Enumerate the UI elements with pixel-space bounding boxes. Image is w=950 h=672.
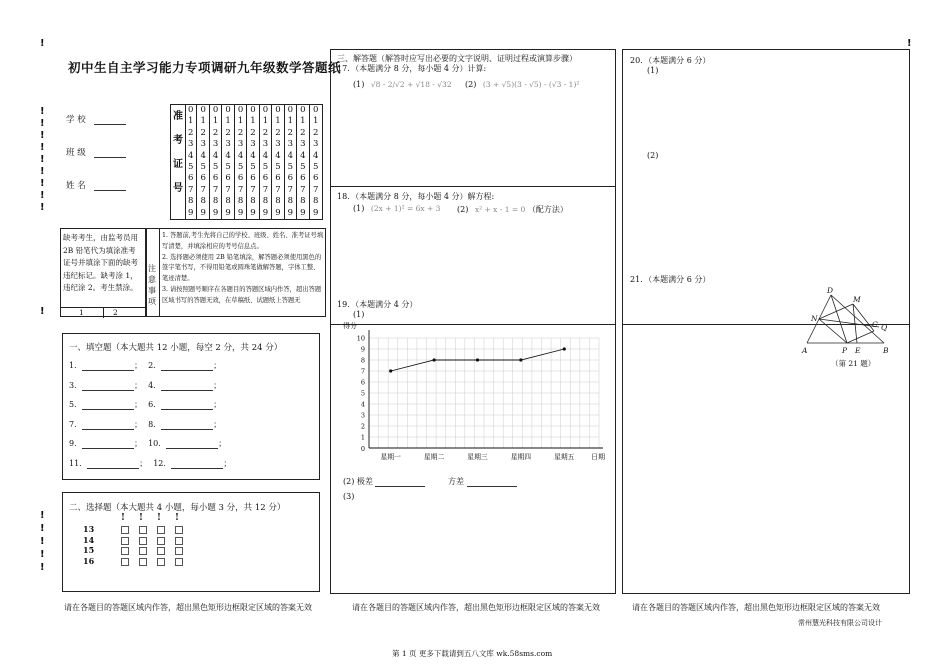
exam-id-digit[interactable]: 7 <box>262 184 269 195</box>
origin-label: 0 <box>360 445 365 453</box>
exam-id-digit[interactable]: 9 <box>250 207 256 218</box>
divider-17-18 <box>331 186 615 187</box>
notice-label: 注意事项 <box>147 229 160 316</box>
blank-number: 10． <box>148 439 167 448</box>
q19-part3: (3) <box>343 492 355 501</box>
exam-id-label: 准 考 证 号 <box>171 105 186 219</box>
exam-id-digit[interactable]: 8 <box>212 196 219 207</box>
position-mark: ! <box>40 166 45 177</box>
blank-number: 7． <box>69 419 83 429</box>
exam-id-digit[interactable]: 4 <box>212 150 219 161</box>
exam-id-column[interactable] <box>197 105 209 219</box>
position-mark: ! <box>40 562 45 573</box>
blank-answer[interactable] <box>82 420 134 430</box>
exam-id-digit[interactable]: 8 <box>275 196 281 207</box>
exam-id-digit[interactable]: 9 <box>200 207 206 218</box>
exam-id-digit[interactable]: 6 <box>225 173 231 184</box>
position-mark: ! <box>40 523 45 534</box>
q18-part1: (1) (2x + 1)² = 6x + 3 <box>353 204 441 213</box>
blank-sep: ； <box>134 439 143 448</box>
choice-bubble[interactable] <box>139 537 147 545</box>
exam-id-digit[interactable]: 4 <box>313 150 319 161</box>
choice-bubble[interactable] <box>139 526 147 534</box>
exam-id-digit[interactable]: 6 <box>188 173 194 184</box>
school-underline <box>94 115 126 125</box>
position-mark: ! <box>40 536 45 547</box>
x-tick-label: 星期四 <box>510 453 532 461</box>
exam-id-column[interactable] <box>310 105 322 219</box>
exam-id-digit[interactable]: 8 <box>287 196 294 207</box>
middle-column <box>330 49 616 594</box>
exam-id-digit[interactable]: 8 <box>250 196 256 207</box>
blank-sep: ； <box>213 380 222 390</box>
exam-id-digit[interactable]: 0 <box>237 105 244 115</box>
exam-id-digit[interactable]: 0 <box>200 105 206 115</box>
absent-marks[interactable] <box>61 307 145 318</box>
choice-title: 二、选择题（本大题共 4 小题，每小题 3 分，共 12 分） <box>69 503 286 513</box>
blank-answer[interactable] <box>87 459 139 469</box>
choice-bubble[interactable] <box>175 526 183 534</box>
line-nq <box>819 319 879 327</box>
q20-part2: (2) <box>647 151 659 160</box>
exam-id-digit[interactable]: 4 <box>225 150 231 161</box>
x-axis-label: 日期 <box>591 453 605 461</box>
choice-number: 15 <box>83 545 95 555</box>
y-tick-label: 6 <box>360 378 365 387</box>
exam-id-column[interactable] <box>260 105 272 219</box>
choice-row <box>83 535 233 545</box>
footer-warning: 请在各题目的答题区域内作答，超出黑色矩形边框限定区域的答案无效 <box>64 603 312 612</box>
geometry-figure <box>799 286 899 366</box>
name-underline <box>94 181 126 191</box>
exam-id-digit[interactable]: 9 <box>262 207 269 218</box>
point-n: N <box>811 314 818 323</box>
absent-divider <box>103 308 104 318</box>
x-tick-label: 星期五 <box>554 453 575 461</box>
blank-sep: ； <box>134 361 143 370</box>
exam-id-digit[interactable]: 5 <box>300 162 306 172</box>
exam-id-digit[interactable]: 5 <box>237 162 244 172</box>
exam-id-digit[interactable]: 1 <box>250 116 256 127</box>
exam-id-digit[interactable]: 5 <box>262 162 269 172</box>
exam-id-digit[interactable]: 7 <box>212 184 219 195</box>
blank-answer[interactable] <box>161 420 213 430</box>
exam-id-digit[interactable]: 1 <box>262 116 269 127</box>
exam-id-digit[interactable]: 7 <box>313 184 319 195</box>
right-column <box>622 49 910 594</box>
data-point <box>389 369 392 372</box>
position-mark: ! <box>40 178 45 189</box>
blank-sep: ； <box>134 419 143 429</box>
data-point <box>563 347 566 350</box>
data-point <box>432 358 435 361</box>
page-title: 初中生自主学习能力专项调研九年级数学答题纸 <box>68 60 342 75</box>
blank-answer[interactable] <box>82 400 134 410</box>
exam-id-digit[interactable]: 6 <box>287 173 294 184</box>
exam-id-digit[interactable]: 9 <box>287 207 294 218</box>
choice-row <box>83 556 233 566</box>
q17-part1: (1) √8 - 2/√2 + √18 - √32 <box>353 80 452 89</box>
exam-id-digit[interactable]: 5 <box>275 162 281 172</box>
exam-id-digit[interactable]: 4 <box>287 150 294 161</box>
exam-id-digit[interactable]: 0 <box>313 105 319 115</box>
q19-head: 19．（本题满分 4 分） <box>337 300 418 309</box>
line-chart <box>331 320 615 470</box>
blank-number: 9． <box>69 439 83 448</box>
point-q: Q <box>881 323 888 332</box>
page-number[interactable]: 第 1 页 更多下载请到五八文库 wk.58sms.com <box>392 649 553 658</box>
exam-id-columns[interactable] <box>185 105 322 219</box>
position-mark: ! <box>40 142 45 153</box>
exam-id-digit[interactable]: 2 <box>200 127 206 138</box>
choice-bubble[interactable] <box>139 547 147 555</box>
exam-id-digit[interactable]: 9 <box>237 207 244 218</box>
absent-mark-2[interactable]: 2 <box>113 308 118 317</box>
q17-part2: (2) (3 + √5)(3 - √5) - (√3 - 1)² <box>465 80 580 89</box>
exam-id-digit[interactable]: 1 <box>300 116 306 127</box>
choice-bubble[interactable] <box>175 537 183 545</box>
exam-id-digit[interactable]: 7 <box>275 184 281 195</box>
absent-mark-1[interactable]: 1 <box>79 308 84 317</box>
exam-id-digit[interactable]: 8 <box>313 196 319 207</box>
exam-id-digit[interactable]: 7 <box>300 184 306 195</box>
choice-bubble[interactable] <box>157 526 165 534</box>
choice-number: 14 <box>83 534 95 545</box>
exam-id-digit[interactable]: 1 <box>275 116 281 127</box>
notice-box <box>146 228 326 317</box>
x-tick-label: 星期二 <box>423 453 445 461</box>
blank-sep: ； <box>213 419 222 429</box>
exam-id-digit[interactable]: 9 <box>225 207 231 218</box>
y-tick-label: 4 <box>360 400 365 409</box>
exam-id-digit[interactable]: 0 <box>250 105 256 115</box>
line-nm <box>819 304 853 319</box>
y-tick-label: 1 <box>360 433 365 442</box>
blank-number: 2． <box>148 361 162 370</box>
q18-head: 18．（本题满分 8 分，每小题 4 分）解方程: <box>337 192 495 201</box>
x-tick-label: 星期一 <box>380 453 401 461</box>
exam-id-digit[interactable]: 8 <box>262 196 269 207</box>
exam-id-digit[interactable]: 2 <box>262 127 269 138</box>
x-tick-label: 星期三 <box>467 453 488 461</box>
exam-id-digit[interactable]: 5 <box>287 162 294 172</box>
exam-id-digit[interactable]: 4 <box>250 150 256 161</box>
exam-id-digit[interactable]: 2 <box>250 127 256 138</box>
exam-id-column[interactable] <box>222 105 234 219</box>
exam-id-digit[interactable]: 3 <box>250 139 256 150</box>
y-tick-label: 8 <box>360 356 365 365</box>
exam-id-digit[interactable]: 3 <box>225 139 231 150</box>
exam-id-digit[interactable]: 1 <box>212 116 219 127</box>
choice-bubble[interactable] <box>157 558 165 566</box>
exam-id-column[interactable] <box>210 105 222 219</box>
blank-sep: ； <box>213 400 222 409</box>
exam-id-digit[interactable]: 0 <box>212 105 219 115</box>
y-tick-label: 9 <box>360 345 365 354</box>
data-point <box>476 358 479 361</box>
choice-bubble[interactable] <box>157 537 165 545</box>
blank-sep: ； <box>134 380 143 390</box>
position-mark: ! <box>40 130 45 141</box>
position-mark: ! <box>40 154 45 165</box>
exam-id-digit[interactable]: 7 <box>200 184 206 195</box>
y-tick-label: 10 <box>356 334 365 343</box>
exam-id-digit[interactable]: 4 <box>188 150 194 161</box>
class-field[interactable] <box>66 146 126 158</box>
choice-section: 二、选择题（本大题共 4 小题，每小题 3 分，共 12 分） ! ! ! ! 13 14 15 16 <box>62 492 320 592</box>
position-mark: ! <box>907 38 912 49</box>
absent-text: 缺考考生，由监考员用 2B 铅笔代为填涂准考证号并填涂下面的缺考违纪标记。缺考涂 1，违纪涂 2。考生禁涂。 <box>63 233 138 292</box>
exam-id-digit[interactable]: 4 <box>262 150 269 161</box>
exam-id-digit[interactable]: 6 <box>313 173 319 184</box>
exam-id-digit[interactable]: 2 <box>225 127 231 138</box>
exam-id-digit[interactable]: 3 <box>262 139 269 150</box>
exam-id-digit[interactable]: 6 <box>212 173 219 184</box>
school-field[interactable] <box>66 113 126 125</box>
exam-id-digit[interactable]: 1 <box>287 116 294 127</box>
exam-id-column[interactable] <box>185 105 197 219</box>
name-label: 姓 名 <box>66 181 86 191</box>
exam-id-digit[interactable]: 5 <box>313 162 319 172</box>
blank-number: 6． <box>148 400 162 409</box>
blank-number: 11． <box>69 458 88 468</box>
notice-item: 2. 选择题必须使用 2B 铅笔填涂，解答题必须使用黑色的签字笔书写，不得用铅笔或圆珠笔做解答题，字体工整、笔迹清楚。 <box>162 253 322 283</box>
exam-id-digit[interactable]: 1 <box>313 116 319 127</box>
exam-id-digit[interactable]: 8 <box>237 196 244 207</box>
exam-id-digit[interactable]: 2 <box>212 127 219 138</box>
blank-answer[interactable] <box>161 381 213 391</box>
exam-id-column[interactable] <box>235 105 247 219</box>
exam-id-digit[interactable]: 7 <box>287 184 294 195</box>
choice-bubble[interactable] <box>121 526 129 534</box>
fill-blank-row <box>69 380 309 392</box>
blank-answer[interactable] <box>82 381 134 391</box>
exam-id-digit[interactable]: 0 <box>188 105 194 115</box>
y-tick-label: 5 <box>360 389 365 398</box>
range-underline <box>375 477 425 487</box>
exam-id-digit[interactable]: 7 <box>225 184 231 195</box>
position-mark: ! <box>40 510 45 521</box>
blank-answer[interactable] <box>161 361 213 371</box>
exam-id-digit[interactable]: 0 <box>262 105 269 115</box>
blank-answer[interactable] <box>82 439 134 449</box>
blank-number: 5． <box>69 400 83 409</box>
choice-bubble[interactable] <box>175 547 183 555</box>
blank-sep: ； <box>218 439 227 448</box>
point-a: A <box>802 346 808 355</box>
position-mark: ! <box>40 202 45 213</box>
fill-blank-title: 一、填空题（本大题共 12 小题，每空 2 分，共 24 分） <box>69 343 283 353</box>
exam-id-column[interactable] <box>285 105 297 219</box>
exam-id-digit[interactable]: 6 <box>200 173 206 184</box>
school-label: 学 校 <box>66 115 86 125</box>
fill-blank-row <box>69 419 309 431</box>
y-tick-label: 3 <box>360 411 365 420</box>
footer-warning: 请在各题目的答题区域内作答，超出黑色矩形边框限定区域的答案无效 <box>632 603 880 612</box>
choice-bubble[interactable] <box>121 547 129 555</box>
data-point <box>519 358 522 361</box>
q19-part1: (1) <box>353 310 365 319</box>
name-field[interactable] <box>66 179 126 191</box>
exam-id-digit[interactable]: 9 <box>300 207 306 218</box>
fill-blank-row <box>69 458 309 470</box>
choice-bubble[interactable] <box>139 558 147 566</box>
solve-title: 三、解答题（解答时应写出必要的文字说明、证明过程或演算步骤） <box>337 54 577 63</box>
exam-id-column[interactable] <box>297 105 309 219</box>
y-tick-label: 2 <box>360 422 365 431</box>
exam-id-digit[interactable]: 3 <box>237 139 244 150</box>
exam-id-digit[interactable]: 3 <box>188 139 194 150</box>
choice-bubble[interactable] <box>121 537 129 545</box>
q17-head: 17．（本题满分 8 分，每小题 4 分）计算: <box>337 64 487 73</box>
line-pc <box>847 331 874 343</box>
exam-id-digit[interactable]: 8 <box>300 196 306 207</box>
exam-id-digit[interactable]: 9 <box>212 207 219 218</box>
blank-answer[interactable] <box>82 361 134 371</box>
exam-id-digit[interactable]: 4 <box>200 150 206 161</box>
exam-id-digit[interactable]: 0 <box>225 105 231 115</box>
exam-id-digit[interactable]: 4 <box>300 150 306 161</box>
exam-id-digit[interactable]: 5 <box>225 162 231 172</box>
exam-id-digit[interactable]: 2 <box>313 127 319 138</box>
exam-id-digit[interactable]: 1 <box>225 116 231 127</box>
choice-row <box>83 545 233 555</box>
fill-blank-row <box>69 399 309 411</box>
exam-id-digit[interactable]: 5 <box>250 162 256 172</box>
position-mark: ! <box>40 38 45 49</box>
position-mark: ! <box>40 106 45 117</box>
choice-bubble[interactable] <box>157 547 165 555</box>
exam-id-digit[interactable]: 0 <box>287 105 294 115</box>
choice-bubble[interactable] <box>175 558 183 566</box>
q20-head: 20．（本题满分 6 分） <box>630 56 711 65</box>
notice-item: 1. 答题前,考生先将自己的学校、班级、姓名、准考证号填写清楚，并填涂相应的考号信息点。 <box>162 232 324 250</box>
absent-box <box>60 228 146 317</box>
exam-id-digit[interactable]: 3 <box>275 139 281 150</box>
exam-id-digit[interactable]: 2 <box>300 127 306 138</box>
exam-id-digit[interactable]: 3 <box>313 139 319 150</box>
position-mark: ! <box>40 118 45 129</box>
exam-id-digit[interactable]: 5 <box>212 162 219 172</box>
q21-caption: （第 21 题） <box>831 359 876 368</box>
choice-number: 13 <box>83 524 95 534</box>
point-p: P <box>842 346 848 355</box>
y-axis-label: 得分 <box>343 322 357 330</box>
exam-id-digit[interactable]: 1 <box>237 116 244 127</box>
blank-answer[interactable] <box>166 439 218 449</box>
notice-item: 3. 请按照题号顺序在各题目的答题区域内作答，超出答题区域书写的答题无效，在草稿纸、试题纸上答题无 <box>162 285 322 304</box>
exam-id-digit[interactable]: 3 <box>300 139 306 150</box>
exam-id-digit[interactable]: 2 <box>275 127 281 138</box>
fill-blank-row <box>69 438 309 450</box>
exam-id-digit[interactable]: 3 <box>212 139 219 150</box>
exam-id-digit[interactable]: 9 <box>313 207 319 218</box>
exam-id-digit[interactable]: 4 <box>275 150 281 161</box>
designer-credit: 常州慧光科技有限公司设计 <box>798 619 882 627</box>
exam-id-digit[interactable]: 8 <box>225 196 231 207</box>
blank-number: 12． <box>153 458 172 468</box>
blank-number: 8． <box>148 419 162 429</box>
footer-warning: 请在各题目的答题区域内作答，超出黑色矩形边框限定区域的答案无效 <box>352 603 600 612</box>
blank-number: 1． <box>69 361 83 370</box>
point-d: D <box>827 286 834 295</box>
fill-blank-section <box>62 333 320 480</box>
blank-number: 4． <box>148 380 162 390</box>
point-c: C <box>872 320 878 329</box>
q20-part1: (1) <box>647 66 659 75</box>
exam-id-digit[interactable]: 6 <box>237 173 244 184</box>
exam-id-digit[interactable]: 2 <box>188 127 194 138</box>
exam-id-digit[interactable]: 0 <box>275 105 281 115</box>
variance-underline <box>467 477 517 487</box>
exam-id-digit[interactable]: 3 <box>200 139 206 150</box>
position-mark: ! <box>40 190 45 201</box>
point-m: M <box>853 295 861 304</box>
position-mark: ! <box>40 549 45 560</box>
q21-head: 21．（本题满分 6 分） <box>630 275 711 284</box>
exam-id-digit[interactable]: 7 <box>188 184 194 195</box>
exam-id-digit[interactable]: 1 <box>200 116 206 127</box>
notice-items <box>162 231 324 316</box>
blank-sep: ； <box>139 458 148 468</box>
exam-id-digit[interactable]: 8 <box>200 196 206 207</box>
choice-bubble[interactable] <box>121 558 129 566</box>
exam-id-digit[interactable]: 1 <box>188 116 194 127</box>
fill-blank-row <box>69 360 309 372</box>
exam-id-digit[interactable]: 9 <box>275 207 281 218</box>
blank-sep: ； <box>223 458 232 468</box>
exam-id-digit[interactable]: 4 <box>237 150 244 161</box>
exam-id-digit[interactable]: 2 <box>287 127 294 138</box>
exam-id-column[interactable] <box>247 105 259 219</box>
point-e: E <box>855 346 861 355</box>
exam-id-digit[interactable]: 3 <box>287 139 294 150</box>
exam-id-digit[interactable]: 6 <box>250 173 256 184</box>
q19-part2[interactable]: (2) 极差 方差 <box>343 476 517 487</box>
q18-part2: (2) x² + x - 1 = 0 （配方法） <box>457 205 568 214</box>
exam-id-digit[interactable]: 6 <box>275 173 281 184</box>
blank-answer[interactable] <box>171 459 223 469</box>
blank-answer[interactable] <box>161 400 213 410</box>
exam-id-digit[interactable]: 6 <box>300 173 306 184</box>
exam-id-digit[interactable]: 7 <box>250 184 256 195</box>
exam-id-digit[interactable]: 5 <box>200 162 206 172</box>
choice-number: 16 <box>83 555 95 566</box>
exam-id-digit[interactable]: 2 <box>237 127 244 138</box>
blank-sep: ； <box>134 400 143 409</box>
exam-id-digit[interactable]: 6 <box>262 173 269 184</box>
exam-id-digit[interactable]: 0 <box>300 105 306 115</box>
position-mark: ! <box>40 306 45 317</box>
exam-id-grid <box>170 104 323 220</box>
choice-row <box>83 524 233 534</box>
exam-id-digit[interactable]: 8 <box>188 196 194 207</box>
exam-id-column[interactable] <box>272 105 284 219</box>
y-tick-label: 7 <box>360 367 365 376</box>
exam-id-digit[interactable]: 9 <box>188 207 194 218</box>
exam-id-digit[interactable]: 7 <box>237 184 244 195</box>
class-underline <box>94 148 126 158</box>
blank-number: 3． <box>69 380 83 390</box>
point-b: B <box>883 346 889 355</box>
exam-id-digit[interactable]: 5 <box>188 162 194 172</box>
blank-sep: ； <box>213 361 222 370</box>
class-label: 班 级 <box>66 148 86 158</box>
